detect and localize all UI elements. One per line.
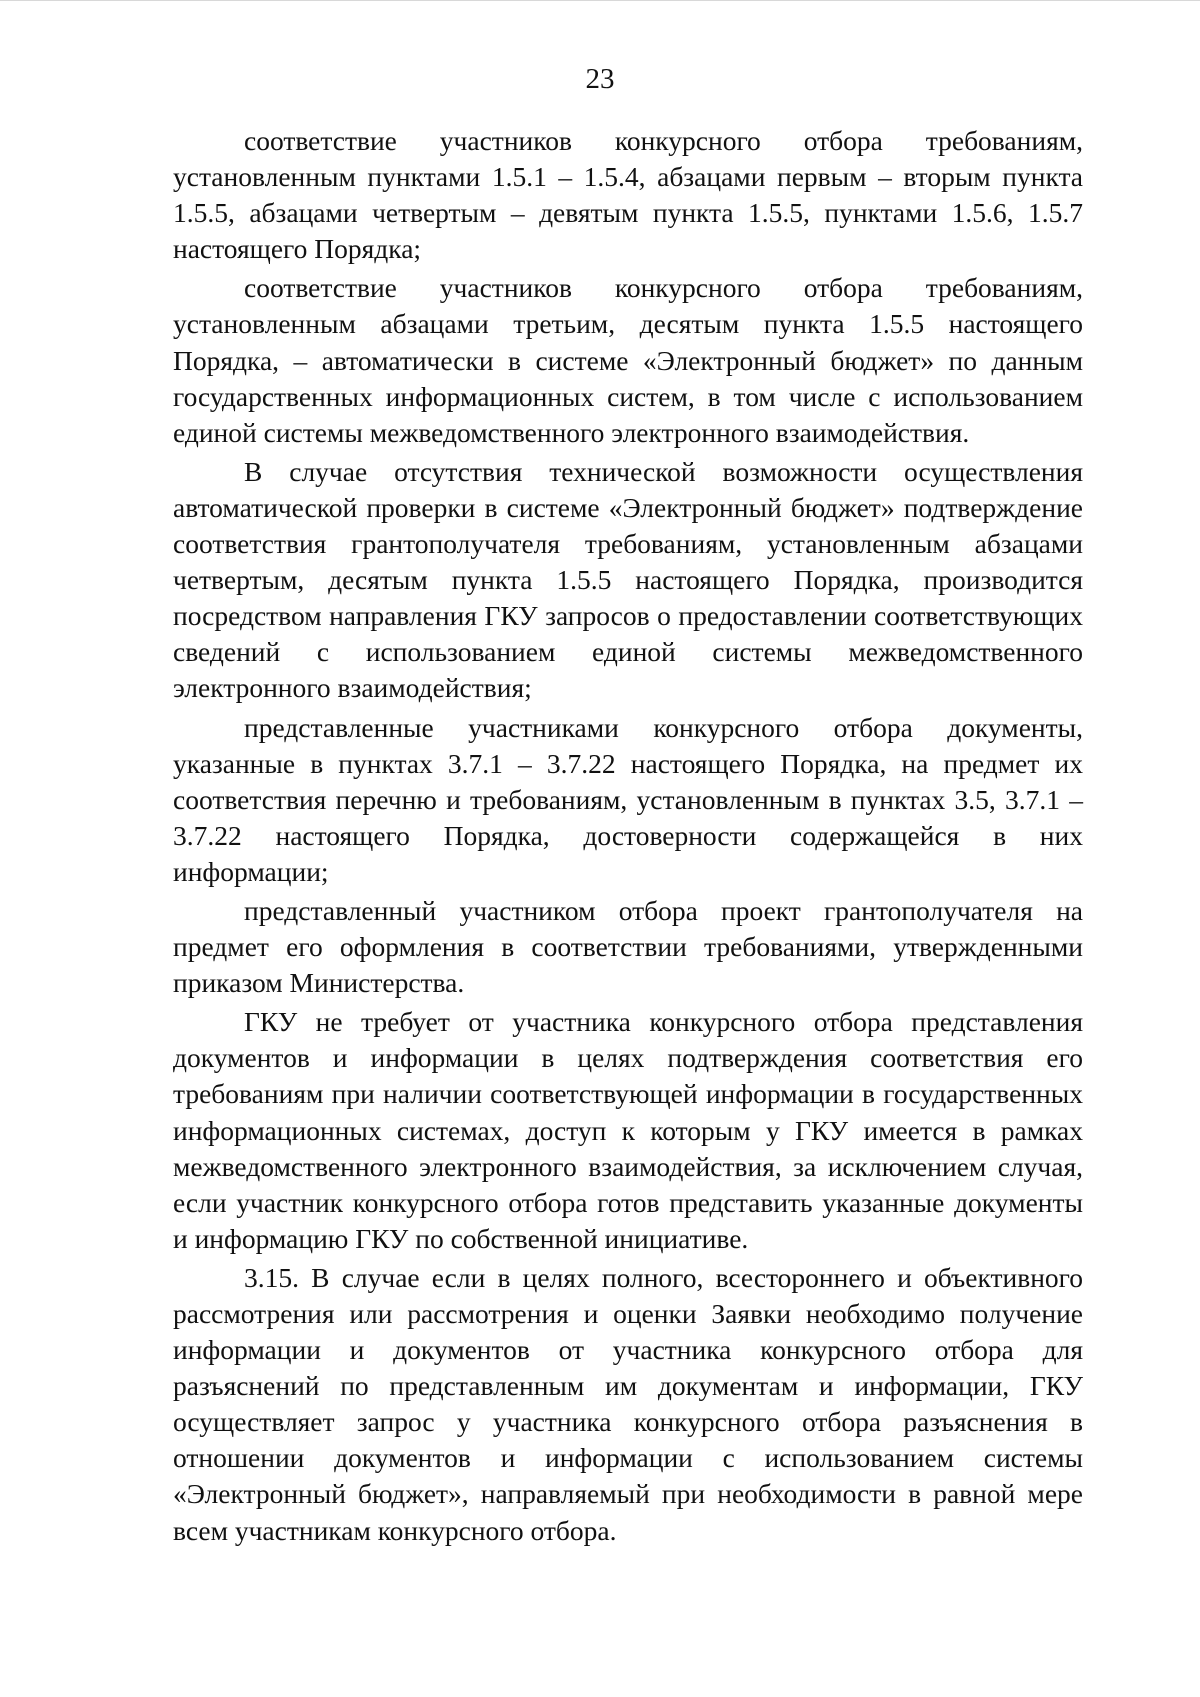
page-number: 23 xyxy=(585,63,615,95)
paragraph-2: соответствие участников конкурсного отбора требованиям, установленным абзацами третьим, десятым пункта 1.5.5 настоящего Порядка, – автоматически в системе «Электронный бюджет» по данным государственных информационных систем, в том числе с использованием единой системы межведомственного электронного взаимодействия. xyxy=(173,272,1083,448)
document-body xyxy=(173,123,1083,1549)
paragraph-5: представленный участником отбора проект грантополучателя на предмет его оформления в соответствии требованиями, утвержденными приказом Министерства. xyxy=(173,894,1083,999)
paragraph-6: ГКУ не требует от участника конкурсного отбора представления документов и информации в целях подтверждения соответствия его требованиям при наличии соответствующей информации в государственных информационных системах, доступ к которым у ГКУ имеется в рамках межведомственного электронного взаимодействия, за исключением случая, если участник конкурсного отбора готов представить указанные документы и информацию ГКУ по собственной инициативе. xyxy=(173,1006,1083,1254)
paragraph-3: В случае отсутствия технической возможности осуществления автоматической проверки в системе «Электронный бюджет» подтверждение соответствия грантополучателя требованиям, установленным абзацами четвертым, десятым пункта 1.5.5 настоящего Порядка, производится посредством направления ГКУ запросов о предоставлении соответствующих сведений с использованием единой системы межведомственного электронного взаимодействия; xyxy=(173,455,1083,704)
paragraph-7: 3.15. В случае если в целях полного, всестороннего и объективного рассмотрения или рассмотрения и оценки Заявки необходимо получение информации и документов от участника конкурсного отбора для разъяснений по представленным им документам и информации, ГКУ осуществляет запрос у участника конкурсного отбора разъяснения в отношении документов и информации с использованием системы «Электронный бюджет», направляемый при необходимости в равной мере всем участникам конкурсного отбора. xyxy=(173,1261,1083,1546)
paragraph-1: соответствие участников конкурсного отбора требованиям, установленным пунктами 1.5.1 – 1.5.4, абзацами первым – вторым пункта 1.5.5, абзацами четвертым – девятым пункта 1.5.5, пунктами 1.5.6, 1.5.7 настоящего Порядка; xyxy=(173,125,1083,265)
scan-edge-line xyxy=(0,0,1200,1)
paragraph-4: представленные участниками конкурсного отбора документы, указанные в пунктах 3.7.1 – 3.7.22 настоящего Порядка, на предмет их соответствия перечню и требованиям, установленным в пунктах 3.5, 3.7.1 – 3.7.22 настоящего Порядка, достоверности содержащейся в них информации; xyxy=(173,711,1083,887)
